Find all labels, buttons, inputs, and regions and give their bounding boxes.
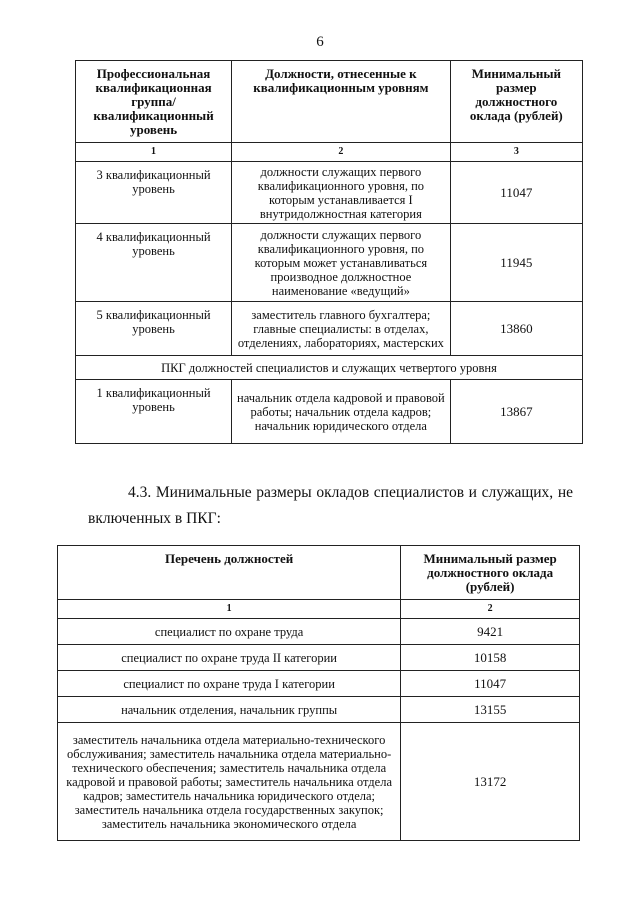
table-row [58, 645, 580, 671]
level-cell: 5 квалификационный уровень [76, 302, 232, 356]
positions-cell: должности служащих первого квалификационного уровня, по которым устанавливается I внутридолжностная категория [232, 162, 451, 224]
position-cell: специалист по охране труда II категории [58, 645, 401, 671]
position-cell: заместитель начальника отдела материально-технического обслуживания; заместитель начальника отдела материально-технического обеспечения; заместитель начальника отдела кадровой и правовой работы; заместитель начальника отдела кадров; заместитель начальника юридического отдела; заместитель начальника отдела государственных закупок; заместитель начальника экономического отдела [58, 723, 401, 841]
column-index: 3 [450, 143, 582, 162]
positions-cell: заместитель главного бухгалтера; главные специалисты: в отделах, отделениях, лабораториях, мастерских [232, 302, 451, 356]
salary-cell: 13155 [401, 697, 580, 723]
salary-cell: 11047 [450, 162, 582, 224]
salary-cell: 11047 [401, 671, 580, 697]
table-row [58, 619, 580, 645]
positions-cell: должности служащих первого квалификационного уровня, по которым может устанавливаться производное должностное наименование «ведущий» [232, 224, 451, 302]
position-cell: начальник отделения, начальник группы [58, 697, 401, 723]
column-index: 2 [401, 600, 580, 619]
section-paragraph: 4.3. Минимальные размеры окладов специалистов и служащих, не включенных в ПКГ: [88, 484, 573, 527]
salary-cell: 10158 [401, 645, 580, 671]
table-row [76, 162, 583, 224]
table-row [58, 723, 580, 841]
section-title: ПКГ должностей специалистов и служащих четвертого уровня [76, 356, 583, 380]
salary-cell: 9421 [401, 619, 580, 645]
page-number: 6 [316, 34, 324, 50]
table-row [58, 697, 580, 723]
qualification-groups-table [75, 60, 583, 444]
column-index: 2 [232, 143, 451, 162]
salary-cell: 13172 [401, 723, 580, 841]
column-index: 1 [76, 143, 232, 162]
salary-cell: 13860 [450, 302, 582, 356]
position-cell: специалист по охране труда I категории [58, 671, 401, 697]
header-professional-group: Профессиональная квалификационная группа/ квалификационный уровень [76, 61, 232, 143]
table-row [76, 302, 583, 356]
level-cell: 1 квалификационный уровень [76, 380, 232, 444]
non-pkg-salaries-table [57, 545, 580, 841]
salary-cell: 13867 [450, 380, 582, 444]
header-positions-list: Перечень должностей [58, 546, 401, 600]
table-row [76, 380, 583, 444]
table-row [76, 224, 583, 302]
level-cell: 3 квалификационный уровень [76, 162, 232, 224]
position-cell: специалист по охране труда [58, 619, 401, 645]
column-index: 1 [58, 600, 401, 619]
table-row [58, 671, 580, 697]
header-positions: Должности, отнесенные к квалификационным уровням [232, 61, 451, 143]
header-min-salary: Минимальный размер должностного оклада (рублей) [450, 61, 582, 143]
salary-cell: 11945 [450, 224, 582, 302]
level-cell: 4 квалификационный уровень [76, 224, 232, 302]
positions-cell: начальник отдела кадровой и правовой работы; начальник отдела кадров; начальник юридического отдела [232, 380, 451, 444]
header-min-salary: Минимальный размер должностного оклада (рублей) [401, 546, 580, 600]
